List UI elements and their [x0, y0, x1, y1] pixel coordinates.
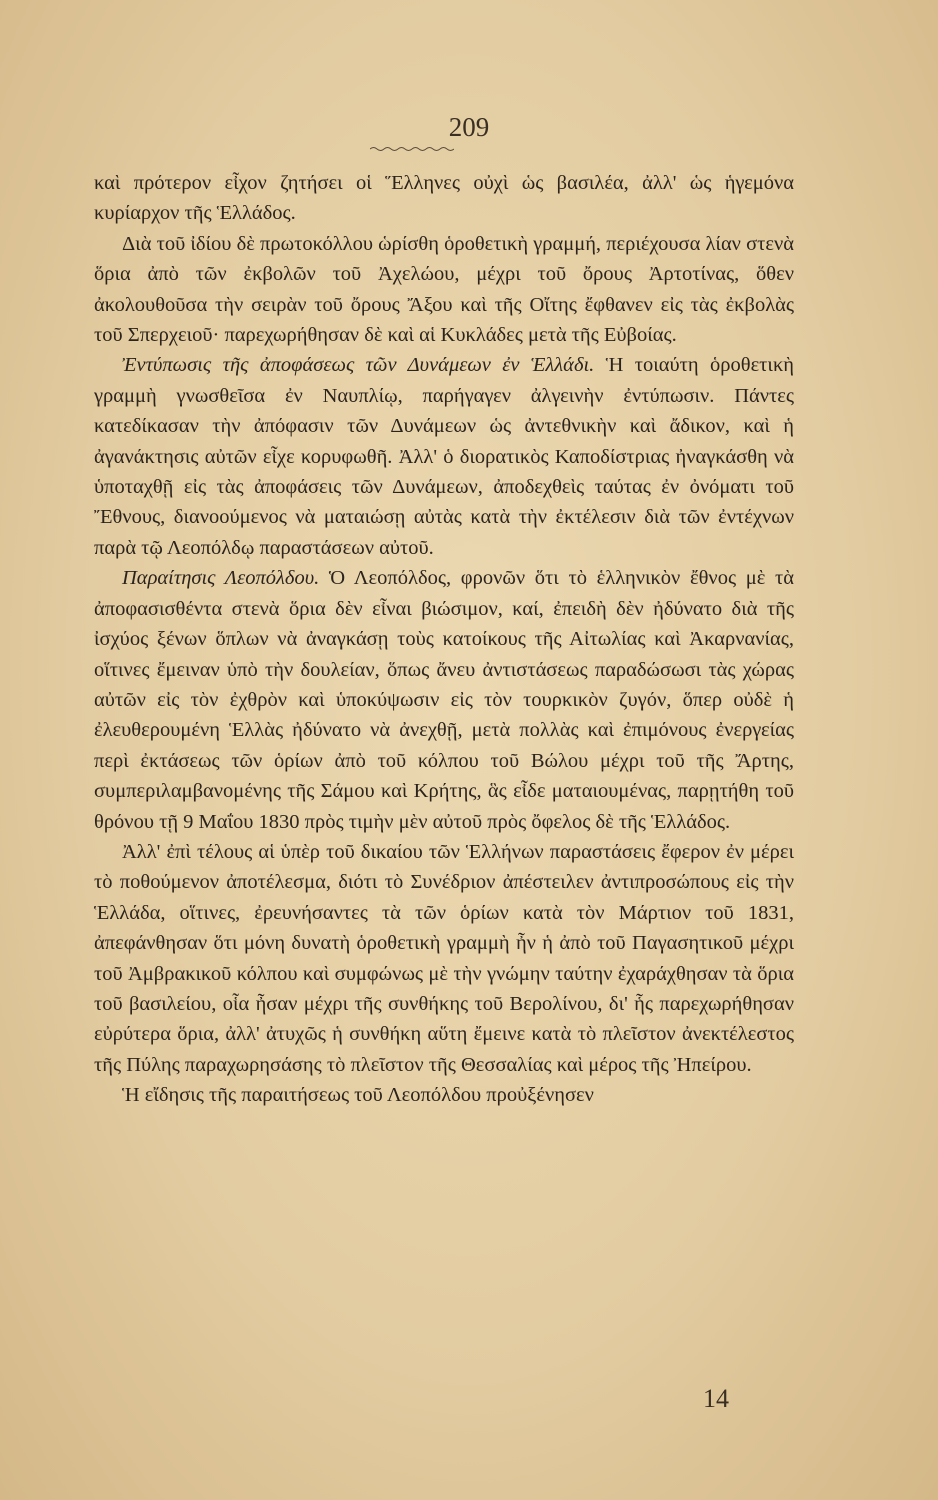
paragraph-leopold-resignation [94, 563, 794, 837]
paragraph-boundary-line [94, 229, 794, 351]
paragraph-continuation [94, 168, 794, 229]
paragraph-text: Ἡ εἴδησις τῆς παραιτήσεως τοῦ Λεοπόλδου προὐξένησεν [122, 1084, 594, 1107]
paragraph-impression [94, 350, 794, 563]
signature-mark: 14 [703, 1384, 729, 1413]
paragraph-text: Διὰ τοῦ ἰδίου δὲ πρωτοκόλλου ὡρίσθη ὁροθετικὴ γραμμή, περιέχουσα λίαν στενὰ ὅρια ἀπὸ τῶν ἐκβολῶν τοῦ Ἀχελώου, μέχρι τοῦ ὄρους Ἀρτοτίνας, ὅθεν ἀκολουθοῦσα τὴν σειρὰν τοῦ ὄρους Ἄξου καὶ τῆς Οἴτης ἔφθανεν εἰς τὰς ἐκβολὰς τοῦ Σπερχειοῦ· παρεχωρήθησαν δὲ καὶ αἱ Κυκλάδες μετὰ τῆς Εὐβοίας. [94, 232, 794, 347]
section-heading: Ἐντύπωσις τῆς ἀποφάσεως τῶν Δυνάμεων ἐν Ἑλλάδι. [122, 354, 595, 377]
paragraph-text: Ὁ Λεοπόλδος, φρονῶν ὅτι τὸ ἑλληνικὸν ἔθνος μὲ τὰ ἀποφασισθέντα στενὰ ὅρια δὲν εἶναι βιώσιμον, καί, ἐπειδὴ δὲν ἠδύνατο διὰ τῆς ἰσχύος ξένων ὅπλων νὰ ἀναγκάσῃ τοὺς κατοίκους τῆς Αἰτωλίας καὶ Ἀκαρνανίας, οἵτινες ἔμειναν ὑπὸ τὴν δουλείαν, ὅπως ἄνευ ἀντιστάσεως παραδώσωσι τὰς χώρας αὐτῶν εἰς τὸν ἐχθρὸν καὶ ὑποκύψωσιν εἰς τὸν τουρκικὸν ζυγόν, ὅπερ οὐδὲ ἡ ἐλευθερουμένη Ἑλλὰς ἠδύνατο νὰ ἀνεχθῇ, μετὰ πολλὰς καὶ ἐπιμόνους ἐνεργείας περὶ ἐκτάσεως τῶν ὁρίων ἀπὸ τοῦ κόλπου τοῦ Βώλου μέχρι τοῦ τῆς Ἄρτης, συμπεριλαμβανομένης τῆς Σάμου καὶ Κρήτης, ἃς εἶδε ματαιουμένας, παρῃτήθη τοῦ θρόνου τῇ 9 Μαΐου 1830 πρὸς τιμὴν μὲν αὐτοῦ πρὸς ὄφελος δὲ τῆς Ἑλλάδος. [94, 567, 795, 833]
paragraph-text: καὶ πρότερον εἶχον ζητήσει οἱ Ἕλληνες οὐχὶ ὡς βασιλέα, ἀλλ' ὡς ἡγεμόνα κυρίαρχον τῆς Ἑλλάδος. [94, 172, 794, 225]
paragraph-news [94, 1080, 794, 1110]
paragraph-text: Ἀλλ' ἐπὶ τέλους αἱ ὑπὲρ τοῦ δικαίου τῶν Ἑλλήνων παραστάσεις ἔφερον ἐν μέρει τὸ ποθούμενον ἀποτέλεσμα, διότι τὸ Συνέδριον ἀπέστειλεν ἀντιπροσώπους εἰς τὴν Ἑλλάδα, οἵτινες, ἐρευνήσαντες τὰ τῶν ὁρίων κατὰ τὸν Μάρτιον τοῦ 1831, ἀπεφάνθησαν ὅτι μόνη δυνατὴ ὁροθετικὴ γραμμὴ ἦν ἡ ἀπὸ τοῦ Παγασητικοῦ μέχρι τοῦ Ἀμβρακικοῦ κόλπου καὶ συμφώνως μὲ τὴν γνώμην ταύτην ἐχαράχθησαν τὰ ὅρια τοῦ βασιλείου, οἷα ἦσαν μέχρι τῆς συνθήκης τοῦ Βερολίνου, δι' ἧς παρεχωρήθησαν εὐρύτερα ὅρια, ἀλλ' ἀτυχῶς ἡ συνθήκη αὕτη ἔμεινε κατὰ τὸ πλεῖστον ἀνεκτέλεστος τῆς Πύλης παραχωρησάσης τὸ πλεῖστον τῆς Θεσσαλίας καὶ μέρος τῆς Ἠπείρου. [94, 840, 794, 1076]
section-heading: Παραίτησις Λεοπόλδου. [122, 567, 320, 590]
wavy-rule-ornament [370, 146, 454, 152]
page-number: 209 [448, 112, 490, 142]
body-text [94, 168, 794, 1111]
paragraph-text: Ἡ τοιαύτη ὁροθετικὴ γραμμὴ γνωσθεῖσα ἐν Ναυπλίῳ, παρήγαγεν ἀλγεινὴν ἐντύπωσιν. Πάντες κατεδίκασαν τὴν ἀπόφασιν τῶν Δυνάμεων ὡς ἀντεθνικὴν καὶ ἄδικον, καὶ ἡ ἀγανάκτησις αὐτῶν εἶχε κορυφωθῆ. Ἀλλ' ὁ διορατικὸς Καποδίστριας ἠναγκάσθη νὰ ὑποταχθῇ εἰς τὰς ἀποφάσεις τῶν Δυνάμεων, ἀποδεχθεὶς ταύτας ἐν ὀνόματι τοῦ Ἔθνους, διανοούμενος νὰ ματαιώσῃ αὐτὰς κατὰ τὴν ἐκτέλεσιν διὰ τῶν ἐντέχνων παρὰ τῷ Λεοπόλδῳ παραστάσεων αὐτοῦ. [94, 354, 794, 559]
paragraph-congress-representatives [94, 837, 794, 1080]
